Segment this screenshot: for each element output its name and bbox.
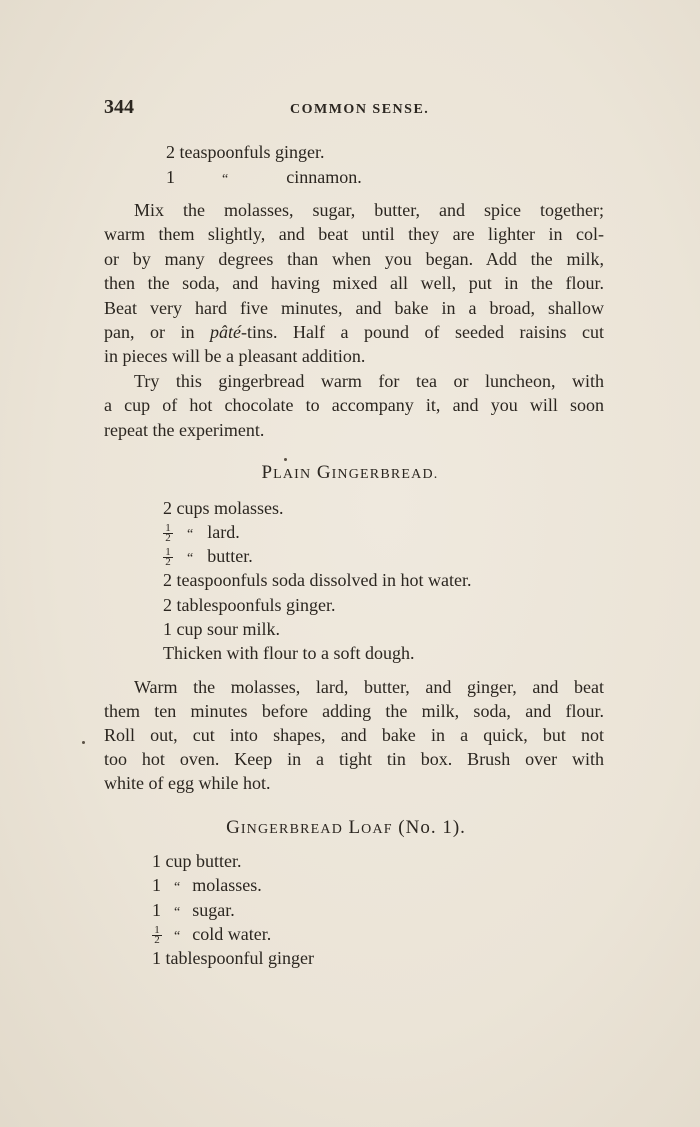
paragraph-line: them ten minutes before adding the milk, soda, and flour. [104, 701, 604, 721]
paragraph-line: Warm the molasses, lard, butter, and ginger, and beat [134, 677, 604, 697]
paragraph-line: a cup of hot chocolate to accompany it, and you will soon [104, 395, 604, 415]
ingredient-line: Thicken with flour to a soft dough. [163, 643, 415, 663]
ingredient-line: $\frac{1}{2}$ “ butter. [163, 545, 253, 570]
page-header [104, 96, 604, 122]
paragraph-line: in pieces will be a pleasant addition. [104, 346, 366, 366]
ingredient-line: 1 tablespoonful ginger [152, 948, 314, 968]
recipe-heading: GINGERBREAD LOAF (No. 1). [226, 817, 466, 838]
ingredient-line: 2 teaspoonfuls ginger. [166, 142, 325, 162]
ingredient-line: 1 “ cinnamon. [166, 167, 362, 187]
ingredient-line: 2 teaspoonfuls soda dissolved in hot water. [163, 570, 472, 590]
running-head: COMMON SENSE. [290, 102, 430, 117]
paragraph-line: Roll out, cut into shapes, and bake in a quick, but not [104, 725, 604, 745]
ingredient-line: 1 cup sour milk. [163, 619, 280, 639]
fraction-half: $\frac{1}{2}$ [152, 926, 162, 945]
paragraph-line: warm them slightly, and beat until they are lighter in col- [104, 224, 604, 244]
paragraph-line: repeat the experiment. [104, 420, 265, 440]
paragraph-line: white of egg while hot. [104, 773, 271, 793]
ingredient-line: $\frac{1}{2}$ “ cold water. [152, 923, 271, 948]
page-number: 344 [104, 96, 134, 118]
ink-speck [82, 741, 85, 744]
recipe-heading: PLAIN GINGERBREAD. [261, 462, 439, 483]
paragraph-line: pan, or in pâté-tins. Half a pound of seeded raisins cut [104, 322, 604, 342]
ingredient-line: 1 “ sugar. [152, 900, 235, 920]
fraction-half: $\frac{1}{2}$ [163, 524, 173, 543]
paragraph-line: Beat very hard five minutes, and bake in a broad, shallow [104, 298, 604, 318]
ink-speck [284, 458, 287, 461]
ingredient-line: 2 cups molasses. [163, 498, 284, 518]
fraction-half: $\frac{1}{2}$ [163, 548, 173, 567]
ingredient-line: 1 “ molasses. [152, 875, 262, 895]
paragraph-line: then the soda, and having mixed all well, put in the flour. [104, 273, 604, 293]
paragraph-line: Mix the molasses, sugar, butter, and spice together; [134, 200, 604, 220]
paragraph-line: Try this gingerbread warm for tea or luncheon, with [134, 371, 604, 391]
paragraph-line: too hot oven. Keep in a tight tin box. Brush over with [104, 749, 604, 769]
ingredient-line: 1 cup butter. [152, 851, 242, 871]
ingredient-line: $\frac{1}{2}$ “ lard. [163, 521, 240, 546]
paragraph-line: or by many degrees than when you began. Add the milk, [104, 249, 604, 269]
ingredient-line: 2 tablespoonfuls ginger. [163, 595, 336, 615]
